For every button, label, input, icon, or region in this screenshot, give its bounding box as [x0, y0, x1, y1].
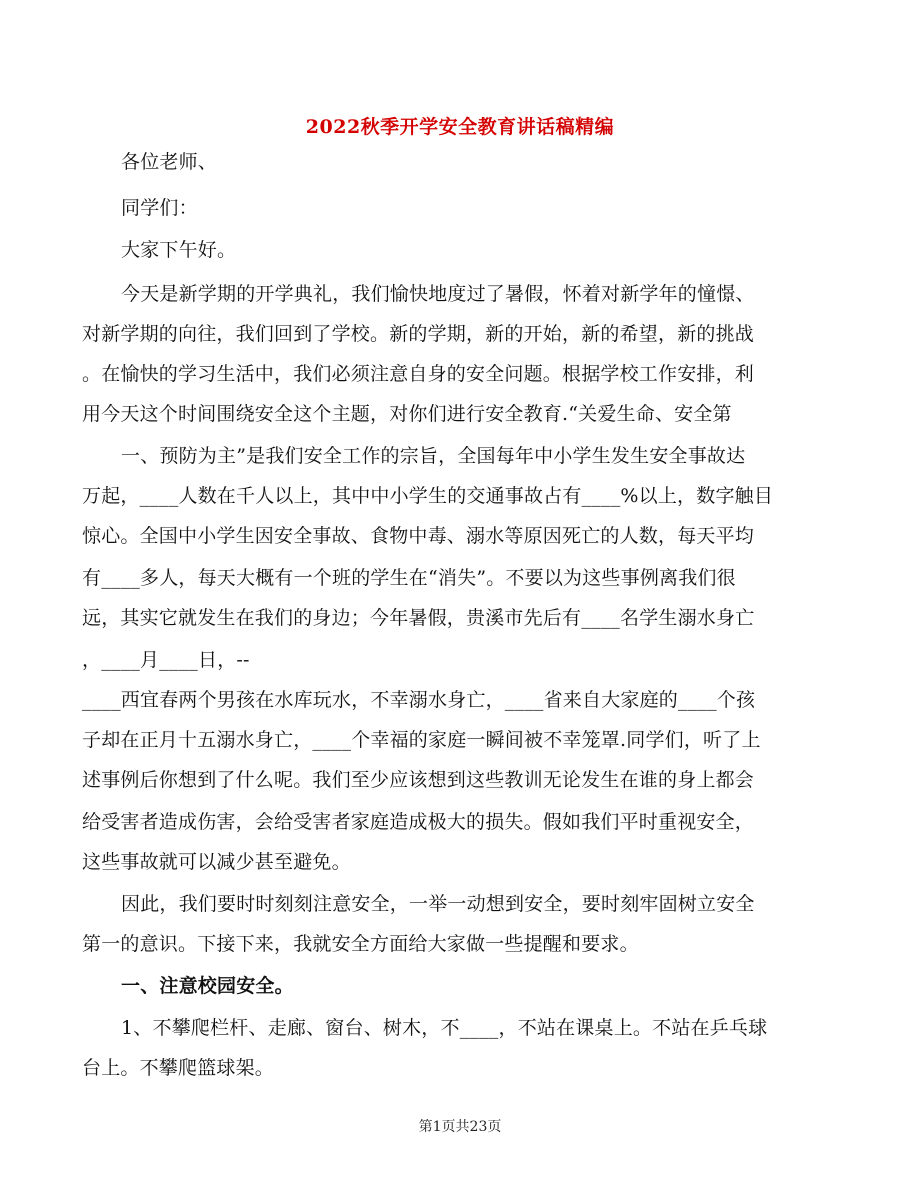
body-line: 万起，____人数在千人以上，其中中小学生的交通事故占有____%以上，数字触目 [82, 485, 774, 507]
page-number: 第1页共23页 [418, 1119, 502, 1135]
list-item: 1、不攀爬栏杆、走廊、窗台、树木，不____，不站在课桌上。不站在乒乓球 [121, 1017, 768, 1039]
body-line: 这些事故就可以减少甚至避免。 [82, 851, 351, 873]
greeting-line: 同学们： [121, 197, 198, 219]
body-line: 一、预防为主”是我们安全工作的宗旨，全国每年中小学生发生安全事故达 [121, 445, 746, 467]
body-line: 有____多人，每天大概有一个班的学生在“消失”。不要以为这些事例离我们很 [82, 567, 736, 589]
body-line: 惊心。全国中小学生因安全事故、食物中毒、溺水等原因死亡的人数，每天平均 [82, 525, 755, 547]
body-line: 第一的意识。下接下来，我就安全方面给大家做一些提醒和要求。 [82, 933, 639, 955]
body-line: 用今天这个时间围绕安全这个主题，对你们进行安全教育.“关爱生命、安全第 [82, 403, 732, 425]
body-line: 给受害者造成伤害，会给受害者家庭造成极大的损失。假如我们平时重视安全， [82, 811, 755, 833]
document-title: 2022秋季开学安全教育讲话稿精编 [305, 116, 615, 138]
body-line: 因此，我们要时时刻刻注意安全，一举一动想到安全，要时刻牢固树立安全 [121, 893, 755, 915]
section-heading: 一、注意校园安全。 [121, 975, 294, 997]
greeting-line: 各位老师、 [121, 151, 218, 173]
body-line: ，____月____日，-- [82, 649, 250, 671]
body-line: 子却在正月十五溺水身亡，____个幸福的家庭一瞬间被不幸笼罩.同学们，听了上 [82, 729, 761, 751]
body-line: 。在愉快的学习生活中，我们必须注意自身的安全问题。根据学校工作安排，利 [82, 363, 755, 385]
body-line: 述事例后你想到了什么呢。我们至少应该想到这些教训无论发生在谁的身上都会 [82, 769, 755, 791]
body-line: 对新学期的向往，我们回到了学校。新的学期，新的开始，新的希望，新的挑战 [82, 323, 755, 345]
list-item: 台上。不攀爬篮球架。 [82, 1057, 275, 1079]
body-line: 远，其实它就发生在我们的身边；今年暑假，贵溪市先后有____名学生溺水身亡 [82, 607, 755, 629]
body-line: ____西宜春两个男孩在水库玩水，不幸溺水身亡，____省来自大家庭的____个孩 [82, 689, 756, 711]
greeting-line: 大家下午好。 [121, 239, 237, 261]
body-line: 今天是新学期的开学典礼，我们愉快地度过了暑假，怀着对新学年的憧憬、 [121, 283, 755, 305]
